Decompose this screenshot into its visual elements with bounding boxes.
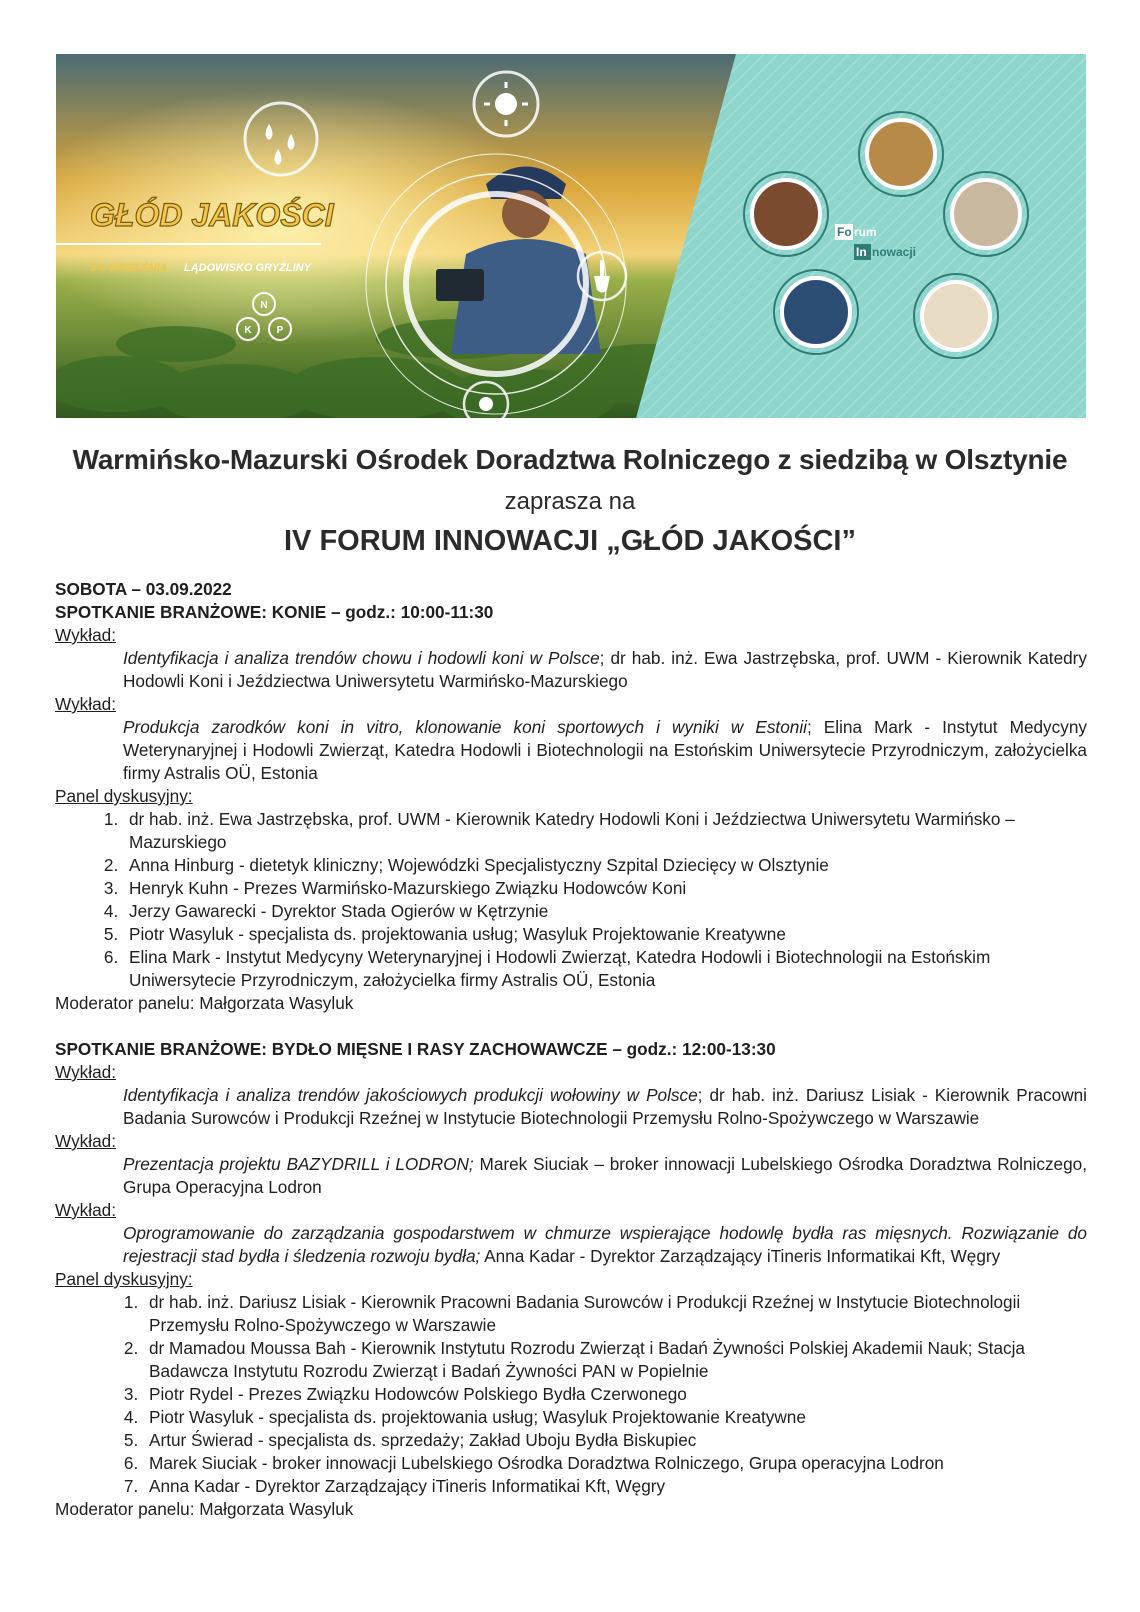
lecture-label: Wykład: (55, 1062, 116, 1082)
panelist: 5. Artur Świerad - specjalista ds. sprzedaży; Zakład Uboju Bydła Biskupiec (143, 1429, 1087, 1452)
panel-list (55, 1291, 1087, 1498)
lecture-speaker: ; dr hab. inż. Dariusz Lisiak - Kierownik Pracowni Badania Surowców i Produkcji Rzeźnej w Instytucie Biotechnologii Przemysłu Rolno-Spożywczego w Warszawie (123, 1085, 1087, 1128)
lecture-topic: Identyfikacja i analiza trendów jakościowych produkcji wołowiny w Polsce (123, 1085, 698, 1105)
photo-circle-hall (867, 120, 935, 188)
lecture-label: Wykład: (55, 625, 116, 645)
panel-label: Panel dyskusyjny: (55, 786, 193, 806)
logo-fo: Fo (837, 225, 852, 239)
forum-title: IV FORUM INNOWACJI „GŁÓD JAKOŚCI” (284, 525, 856, 557)
lecture-speaker: Marek Siuciak – broker innowacji Lubelskiego Ośrodka Doradztwa Rolniczego, Grupa Operacyjna Lodron (123, 1154, 1088, 1197)
lecture-speaker: ; dr hab. inż. Ewa Jastrzębska, prof. UWM - Kierownik Katedry Hodowli Koni i Jeździectwa Uniwersytetu Warmińsko-Mazurskiego (123, 648, 1088, 691)
panelist: 2. dr Mamadou Moussa Bah - Kierownik Instytutu Rozrodu Zwierząt i Badań Żywności Polskiej Akademii Nauk; Stacja Badawcza Instytutu Rozrodu Zwierząt i Badań Żywności PAN w Popielnie (143, 1337, 1087, 1383)
photo-circle-dairy (922, 282, 990, 350)
logo-rum: rum (854, 225, 877, 239)
event-dates: 3-4 WRZEŚNIA (90, 262, 168, 274)
lecture-label: Wykład: (55, 1131, 116, 1151)
panelist: 3. Henryk Kuhn - Prezes Warmińsko-Mazurskiego Związku Hodowców Koni (123, 877, 1087, 900)
lecture-topic: Produkcja zarodków koni in vitro, klonowanie koni sportowych i wyniki w Estonii (123, 717, 807, 737)
lecture-item (55, 1222, 1087, 1268)
day-heading: SOBOTA – 03.09.2022 (55, 579, 232, 599)
panel-list (55, 808, 1087, 992)
panelist: 1. dr hab. inż. Ewa Jastrzębska, prof. UWM - Kierownik Katedry Hodowli Koni i Jeździectwa Uniwersytetu Warmińsko – Mazurskiego (123, 808, 1087, 854)
logo-nowacji: nowacji (872, 245, 917, 259)
lecture-label: Wykład: (55, 1200, 116, 1220)
moderator: Moderator panelu: Małgorzata Wasyluk (55, 993, 354, 1013)
logo-in: In (856, 245, 867, 259)
panelist: 7. Anna Kadar - Dyrektor Zarządzający iTineris Informatikai Kft, Węgry (143, 1475, 1087, 1498)
photo-circle-lab (782, 278, 850, 346)
panelist: 1. dr hab. inż. Dariusz Lisiak - Kierownik Pracowni Badania Surowców i Produkcji Rzeźnej w Instytucie Biotechnologii Przemysłu Rolno-Spożywczego w Warszawie (143, 1291, 1087, 1337)
section-spacer (55, 1015, 1087, 1038)
panelist: 4. Jerzy Gawarecki - Dyrektor Stada Ogierów w Kętrzynie (123, 900, 1087, 923)
program-content (55, 578, 1087, 1521)
panelist: 3. Piotr Rydel - Prezes Związku Hodowców Polskiego Bydła Czerwonego (143, 1383, 1087, 1406)
photo-circle-horse (752, 180, 820, 248)
banner-artwork (56, 54, 1086, 418)
session-2-title: SPOTKANIE BRANŻOWE: BYDŁO MIĘSNE I RASY ZACHOWAWCZE – godz.: 12:00-13:30 (55, 1039, 776, 1059)
panelist: 6. Marek Siuciak - broker innowacji Lubelskiego Ośrodka Doradztwa Rolniczego, Grupa operacyjna Lodron (143, 1452, 1087, 1475)
lecture-item (55, 647, 1087, 693)
nutrient-k: K (244, 325, 252, 336)
moderator: Moderator panelu: Małgorzata Wasyluk (55, 1499, 354, 1519)
panelist: 2. Anna Hinburg - dietetyk kliniczny; Wojewódzki Specjalistyczny Szpital Dziecięcy w Olsztynie (123, 854, 1087, 877)
organizer-heading: Warmińsko-Mazurski Ośrodek Doradztwa Rolniczego z siedzibą w Olsztynie (72, 444, 1068, 475)
session-1-title: SPOTKANIE BRANŻOWE: KONIE – godz.: 10:00-11:30 (55, 602, 494, 622)
nutrient-p: P (276, 325, 284, 336)
lecture-topic: Prezentacja projektu BAZYDRILL i LODRON; (123, 1154, 474, 1174)
panelist: 4. Piotr Wasyluk - specjalista ds. projektowania usług; Wasyluk Projektowanie Kreatywne (143, 1406, 1087, 1429)
lecture-speaker: ; Elina Mark - Instytut Medycyny Weterynaryjnej i Hodowli Zwierząt, Katedra Hodowli i Biotechnologii na Estońskim Uniwersytecie Przyrodniczym, założycielka firmy Astralis OÜ, Estonia (123, 717, 1087, 783)
nutrient-n: N (260, 300, 268, 311)
lecture-topic: Identyfikacja i analiza trendów chowu i hodowli koni w Polsce (123, 648, 600, 668)
lecture-item (55, 1153, 1087, 1199)
lecture-label: Wykład: (55, 694, 116, 714)
panelist: 6. Elina Mark - Instytut Medycyny Weterynaryjnej i Hodowli Zwierząt, Katedra Hodowli i Biotechnologii na Estońskim Uniwersytecie Przyrodniczym, założycielka firmy Astralis OÜ, Estonia (123, 946, 1087, 992)
event-venue: LĄDOWISKO GRYŹLINY (184, 262, 311, 274)
event-banner (56, 54, 1086, 418)
lecture-item (55, 1084, 1087, 1130)
invite-text: zaprasza na (504, 488, 636, 515)
event-name: GŁÓD JAKOŚCI (90, 197, 334, 233)
lecture-item (55, 716, 1087, 785)
bug-icon (479, 397, 493, 411)
panel-label: Panel dyskusyjny: (55, 1269, 193, 1289)
photo-circle-cow (952, 180, 1020, 248)
lecture-speaker: Anna Kadar - Dyrektor Zarządzający iTineris Informatikai Kft, Węgry (480, 1246, 1001, 1266)
panelist: 5. Piotr Wasyluk - specjalista ds. projektowania usług; Wasyluk Projektowanie Kreatywne (123, 923, 1087, 946)
lecture-topic: Oprogramowanie do zarządzania gospodarstwem w chmurze wspierające hodowlę bydła ras mięsnych. Rozwiązanie do rejestracji stad bydła i śledzenia rozwoju bydła; (123, 1223, 1087, 1266)
